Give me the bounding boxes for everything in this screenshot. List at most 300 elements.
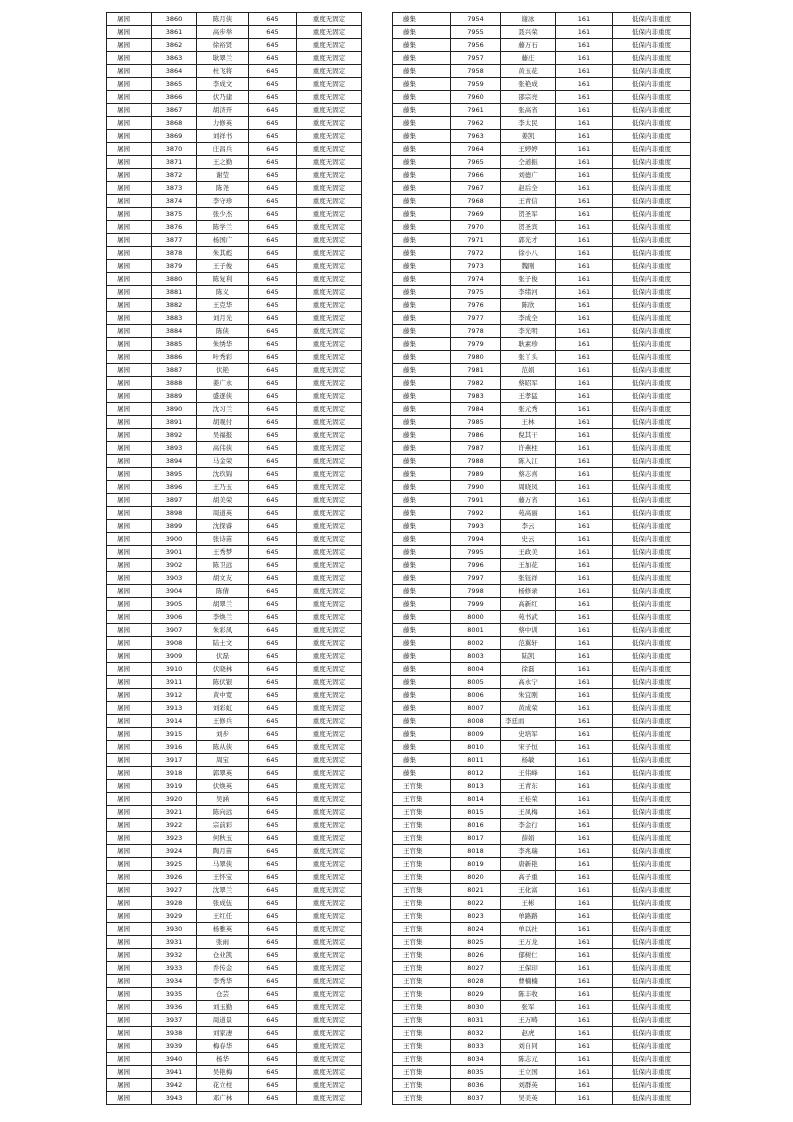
category-cell: 重度无固定	[297, 585, 362, 598]
category-cell: 重度无固定	[297, 130, 362, 143]
category-cell: 重度无固定	[297, 494, 362, 507]
table-row	[107, 858, 362, 871]
name-cell: 邵宗亮	[501, 91, 556, 104]
amount-cell: 161	[556, 936, 613, 949]
name-cell: 王修兵	[197, 715, 249, 728]
category-cell: 低保内非重度	[613, 1027, 691, 1040]
town-cell: 王官集	[393, 1014, 451, 1027]
amount-cell: 645	[249, 494, 297, 507]
town-cell: 王官集	[393, 1040, 451, 1053]
category-cell: 重度无固定	[297, 910, 362, 923]
category-cell: 重度无固定	[297, 325, 362, 338]
name-cell: 张艳成	[501, 78, 556, 91]
town-cell: 屠园	[107, 988, 152, 1001]
category-cell: 低保内非重度	[613, 195, 691, 208]
amount-cell: 161	[556, 195, 613, 208]
table-row	[107, 923, 362, 936]
id-cell: 3913	[152, 702, 197, 715]
category-cell: 低保内非重度	[613, 208, 691, 221]
amount-cell: 161	[556, 1027, 613, 1040]
name-cell: 伏磊	[197, 650, 249, 663]
name-cell: 蔡志喜	[501, 468, 556, 481]
town-cell: 屠园	[107, 26, 152, 39]
category-cell: 低保内非重度	[613, 975, 691, 988]
amount-cell: 161	[556, 767, 613, 780]
id-cell: 8023	[451, 910, 501, 923]
name-cell: 郭翠英	[197, 767, 249, 780]
name-cell: 张元秀	[501, 403, 556, 416]
category-cell: 重度无固定	[297, 234, 362, 247]
category-cell: 重度无固定	[297, 455, 362, 468]
name-cell: 谢莹	[197, 169, 249, 182]
amount-cell: 645	[249, 611, 297, 624]
name-cell: 刘玉勤	[197, 1001, 249, 1014]
category-cell: 重度无固定	[297, 143, 362, 156]
category-cell: 低保内非重度	[613, 234, 691, 247]
category-cell: 低保内非重度	[613, 351, 691, 364]
id-cell: 8002	[451, 637, 501, 650]
id-cell: 8007	[451, 702, 501, 715]
amount-cell: 645	[249, 715, 297, 728]
name-cell: 王林	[501, 416, 556, 429]
town-cell: 藤集	[393, 624, 451, 637]
table-row	[393, 221, 691, 234]
town-cell: 藤集	[393, 403, 451, 416]
table-row	[393, 741, 691, 754]
table-row	[393, 1040, 691, 1053]
amount-cell: 645	[249, 286, 297, 299]
id-cell: 8021	[451, 884, 501, 897]
amount-cell: 645	[249, 260, 297, 273]
town-cell: 藤集	[393, 364, 451, 377]
amount-cell: 161	[556, 533, 613, 546]
category-cell: 低保内非重度	[613, 598, 691, 611]
name-cell: 周晓凤	[501, 481, 556, 494]
town-cell: 藤集	[393, 286, 451, 299]
table-row	[393, 130, 691, 143]
id-cell: 8012	[451, 767, 501, 780]
name-cell: 刘祥书	[197, 130, 249, 143]
table-row	[393, 156, 691, 169]
id-cell: 8001	[451, 624, 501, 637]
category-cell: 重度无固定	[297, 39, 362, 52]
town-cell: 屠园	[107, 1040, 152, 1053]
town-cell: 屠园	[107, 637, 152, 650]
table-row	[107, 819, 362, 832]
amount-cell: 645	[249, 689, 297, 702]
amount-cell: 161	[556, 949, 613, 962]
category-cell: 低保内非重度	[613, 390, 691, 403]
category-cell: 低保内非重度	[613, 767, 691, 780]
amount-cell: 645	[249, 728, 297, 741]
town-cell: 王官集	[393, 1001, 451, 1014]
name-cell: 赵虎	[501, 1027, 556, 1040]
name-cell: 朱其彪	[197, 247, 249, 260]
table-row	[393, 390, 691, 403]
id-cell: 3924	[152, 845, 197, 858]
table-row	[107, 208, 362, 221]
id-cell: 7982	[451, 377, 501, 390]
amount-cell: 645	[249, 533, 297, 546]
id-cell: 7964	[451, 143, 501, 156]
category-cell: 重度无固定	[297, 533, 362, 546]
town-cell: 藤集	[393, 312, 451, 325]
category-cell: 重度无固定	[297, 13, 362, 26]
table-row	[107, 39, 362, 52]
town-cell: 藤集	[393, 78, 451, 91]
category-cell: 重度无固定	[297, 65, 362, 78]
town-cell: 藤集	[393, 130, 451, 143]
table-row	[393, 91, 691, 104]
amount-cell: 161	[556, 338, 613, 351]
name-cell: 王青东	[501, 780, 556, 793]
category-cell: 重度无固定	[297, 286, 362, 299]
id-cell: 8035	[451, 1066, 501, 1079]
category-cell: 重度无固定	[297, 663, 362, 676]
name-cell: 陆士文	[197, 637, 249, 650]
table-row	[393, 13, 691, 26]
category-cell: 低保内非重度	[613, 403, 691, 416]
table-row	[393, 299, 691, 312]
amount-cell: 645	[249, 299, 297, 312]
category-cell: 重度无固定	[297, 728, 362, 741]
name-cell: 庄昌兵	[197, 143, 249, 156]
amount-cell: 645	[249, 442, 297, 455]
amount-cell: 645	[249, 884, 297, 897]
category-cell: 重度无固定	[297, 442, 362, 455]
amount-cell: 645	[249, 845, 297, 858]
id-cell: 8032	[451, 1027, 501, 1040]
table-row	[107, 91, 362, 104]
id-cell: 7954	[451, 13, 501, 26]
name-cell: 杨修录	[501, 585, 556, 598]
table-row	[393, 650, 691, 663]
category-cell: 低保内非重度	[613, 312, 691, 325]
category-cell: 低保内非重度	[613, 65, 691, 78]
amount-cell: 161	[556, 208, 613, 221]
id-cell: 3887	[152, 364, 197, 377]
amount-cell: 161	[556, 858, 613, 871]
town-cell: 王官集	[393, 1079, 451, 1092]
id-cell: 3886	[152, 351, 197, 364]
name-cell: 胡文友	[197, 572, 249, 585]
table-row	[393, 52, 691, 65]
town-cell: 屠园	[107, 403, 152, 416]
town-cell: 屠园	[107, 143, 152, 156]
town-cell: 屠园	[107, 858, 152, 871]
table-row	[107, 611, 362, 624]
town-cell: 屠园	[107, 689, 152, 702]
town-cell: 屠园	[107, 1027, 152, 1040]
name-cell: 张钰祥	[501, 572, 556, 585]
town-cell: 屠园	[107, 429, 152, 442]
category-cell: 低保内非重度	[613, 546, 691, 559]
amount-cell: 161	[556, 676, 613, 689]
category-cell: 重度无固定	[297, 247, 362, 260]
table-row	[393, 1027, 691, 1040]
amount-cell: 645	[249, 988, 297, 1001]
amount-cell: 161	[556, 845, 613, 858]
category-cell: 重度无固定	[297, 1027, 362, 1040]
name-cell: 王万龙	[501, 936, 556, 949]
amount-cell: 161	[556, 1053, 613, 1066]
id-cell: 8030	[451, 1001, 501, 1014]
town-cell: 屠园	[107, 416, 152, 429]
id-cell: 3868	[152, 117, 197, 130]
town-cell: 屠园	[107, 533, 152, 546]
town-cell: 屠园	[107, 949, 152, 962]
category-cell: 低保内非重度	[613, 130, 691, 143]
category-cell: 低保内非重度	[613, 1014, 691, 1027]
name-cell: 沈习兰	[197, 403, 249, 416]
amount-cell: 645	[249, 741, 297, 754]
category-cell: 低保内非重度	[613, 689, 691, 702]
table-row	[107, 962, 362, 975]
category-cell: 低保内非重度	[613, 1079, 691, 1092]
town-cell: 王官集	[393, 858, 451, 871]
category-cell: 低保内非重度	[613, 923, 691, 936]
id-cell: 8037	[451, 1092, 501, 1105]
table-row	[393, 962, 691, 975]
category-cell: 重度无固定	[297, 299, 362, 312]
id-cell: 7961	[451, 104, 501, 117]
id-cell: 8011	[451, 754, 501, 767]
id-cell: 3861	[152, 26, 197, 39]
amount-cell: 161	[556, 325, 613, 338]
name-cell: 耿素珍	[501, 338, 556, 351]
category-cell: 低保内非重度	[613, 884, 691, 897]
id-cell: 7985	[451, 416, 501, 429]
table-row	[107, 312, 362, 325]
id-cell: 3901	[152, 546, 197, 559]
table-row	[393, 429, 691, 442]
category-cell: 低保内非重度	[613, 780, 691, 793]
category-cell: 重度无固定	[297, 390, 362, 403]
category-cell: 重度无固定	[297, 377, 362, 390]
town-cell: 藤集	[393, 533, 451, 546]
name-cell: 范娟	[501, 364, 556, 377]
name-cell: 高永宁	[501, 676, 556, 689]
amount-cell: 161	[556, 780, 613, 793]
town-cell: 屠园	[107, 1001, 152, 1014]
id-cell: 3881	[152, 286, 197, 299]
id-cell: 3883	[152, 312, 197, 325]
table-row	[393, 208, 691, 221]
town-cell: 藤集	[393, 247, 451, 260]
name-cell: 陈学兰	[197, 221, 249, 234]
amount-cell: 161	[556, 312, 613, 325]
name-cell: 朱彩凤	[197, 624, 249, 637]
category-cell: 重度无固定	[297, 611, 362, 624]
table-row	[393, 1079, 691, 1092]
town-cell: 藤集	[393, 52, 451, 65]
category-cell: 重度无固定	[297, 104, 362, 117]
table-row	[393, 169, 691, 182]
table-row	[393, 754, 691, 767]
table-row	[393, 702, 691, 715]
category-cell: 重度无固定	[297, 1092, 362, 1105]
town-cell: 屠园	[107, 312, 152, 325]
id-cell: 3933	[152, 962, 197, 975]
category-cell: 重度无固定	[297, 832, 362, 845]
amount-cell: 161	[556, 715, 613, 728]
category-cell: 低保内非重度	[613, 572, 691, 585]
id-cell: 7972	[451, 247, 501, 260]
amount-cell: 645	[249, 312, 297, 325]
id-cell: 3943	[152, 1092, 197, 1105]
table-row	[107, 650, 362, 663]
amount-cell: 161	[556, 910, 613, 923]
category-cell: 重度无固定	[297, 208, 362, 221]
table-row	[107, 975, 362, 988]
amount-cell: 645	[249, 975, 297, 988]
town-cell: 屠园	[107, 546, 152, 559]
right-table-body	[393, 13, 691, 1105]
category-cell: 低保内非重度	[613, 637, 691, 650]
town-cell: 屠园	[107, 923, 152, 936]
id-cell: 3865	[152, 78, 197, 91]
table-row	[393, 988, 691, 1001]
id-cell: 7987	[451, 442, 501, 455]
town-cell: 王官集	[393, 975, 451, 988]
name-cell: 伏晓林	[197, 663, 249, 676]
name-cell: 吴艳梅	[197, 1066, 249, 1079]
amount-cell: 161	[556, 1066, 613, 1079]
table-row	[393, 481, 691, 494]
town-cell: 藤集	[393, 169, 451, 182]
town-cell: 藤集	[393, 741, 451, 754]
amount-cell: 161	[556, 91, 613, 104]
table-row	[107, 741, 362, 754]
id-cell: 3896	[152, 481, 197, 494]
table-row	[393, 117, 691, 130]
id-cell: 7975	[451, 286, 501, 299]
amount-cell: 161	[556, 962, 613, 975]
town-cell: 屠园	[107, 559, 152, 572]
table-row	[393, 767, 691, 780]
amount-cell: 645	[249, 468, 297, 481]
id-cell: 3907	[152, 624, 197, 637]
table-row	[107, 1092, 362, 1105]
amount-cell: 161	[556, 234, 613, 247]
table-row	[393, 104, 691, 117]
name-cell: 范翼轩	[501, 637, 556, 650]
id-cell: 3871	[152, 156, 197, 169]
town-cell: 屠园	[107, 299, 152, 312]
name-cell: 许燕柱	[501, 442, 556, 455]
amount-cell: 161	[556, 13, 613, 26]
id-cell: 7959	[451, 78, 501, 91]
id-cell: 8019	[451, 858, 501, 871]
amount-cell: 645	[249, 1001, 297, 1014]
id-cell: 8006	[451, 689, 501, 702]
category-cell: 重度无固定	[297, 117, 362, 130]
amount-cell: 161	[556, 871, 613, 884]
town-cell: 藤集	[393, 299, 451, 312]
town-cell: 藤集	[393, 221, 451, 234]
table-row	[393, 442, 691, 455]
id-cell: 3915	[152, 728, 197, 741]
table-row	[107, 637, 362, 650]
id-cell: 3874	[152, 195, 197, 208]
town-cell: 屠园	[107, 871, 152, 884]
category-cell: 重度无固定	[297, 416, 362, 429]
name-cell: 高子重	[501, 871, 556, 884]
table-row	[393, 806, 691, 819]
id-cell: 3922	[152, 819, 197, 832]
amount-cell: 645	[249, 52, 297, 65]
id-cell: 3888	[152, 377, 197, 390]
name-cell: 陈丰收	[501, 988, 556, 1001]
id-cell: 7993	[451, 520, 501, 533]
amount-cell: 161	[556, 494, 613, 507]
table-row	[107, 1014, 362, 1027]
name-cell: 杜飞将	[197, 65, 249, 78]
amount-cell: 645	[249, 39, 297, 52]
name-cell: 王立国	[501, 1066, 556, 1079]
amount-cell: 161	[556, 884, 613, 897]
amount-cell: 161	[556, 572, 613, 585]
name-cell: 叶秀彩	[197, 351, 249, 364]
town-cell: 王官集	[393, 780, 451, 793]
town-cell: 藤集	[393, 195, 451, 208]
amount-cell: 645	[249, 247, 297, 260]
name-cell: 周宝	[197, 754, 249, 767]
amount-cell: 161	[556, 78, 613, 91]
category-cell: 重度无固定	[297, 1014, 362, 1027]
amount-cell: 161	[556, 143, 613, 156]
id-cell: 7978	[451, 325, 501, 338]
table-row	[107, 195, 362, 208]
id-cell: 3937	[152, 1014, 197, 1027]
category-cell: 低保内非重度	[613, 468, 691, 481]
category-cell: 重度无固定	[297, 858, 362, 871]
id-cell: 3885	[152, 338, 197, 351]
amount-cell: 645	[249, 234, 297, 247]
id-cell: 7967	[451, 182, 501, 195]
category-cell: 重度无固定	[297, 988, 362, 1001]
name-cell: 李秀华	[197, 975, 249, 988]
town-cell: 屠园	[107, 754, 152, 767]
name-cell: 张高省	[501, 104, 556, 117]
table-row	[107, 793, 362, 806]
name-cell: 梅春华	[197, 1040, 249, 1053]
amount-cell: 161	[556, 260, 613, 273]
table-row	[393, 325, 691, 338]
amount-cell: 645	[249, 806, 297, 819]
town-cell: 屠园	[107, 273, 152, 286]
town-cell: 屠园	[107, 598, 152, 611]
id-cell: 3894	[152, 455, 197, 468]
table-row	[107, 949, 362, 962]
table-row	[393, 611, 691, 624]
id-cell: 7962	[451, 117, 501, 130]
town-cell: 藤集	[393, 182, 451, 195]
town-cell: 屠园	[107, 468, 152, 481]
town-cell: 藤集	[393, 689, 451, 702]
town-cell: 藤集	[393, 390, 451, 403]
table-row	[107, 416, 362, 429]
id-cell: 3909	[152, 650, 197, 663]
town-cell: 藤集	[393, 143, 451, 156]
table-row	[393, 182, 691, 195]
id-cell: 7974	[451, 273, 501, 286]
name-cell: 藤万省	[501, 494, 556, 507]
name-cell: 伏艳	[197, 364, 249, 377]
town-cell: 屠园	[107, 793, 152, 806]
name-cell: 陈月侠	[197, 13, 249, 26]
amount-cell: 645	[249, 221, 297, 234]
